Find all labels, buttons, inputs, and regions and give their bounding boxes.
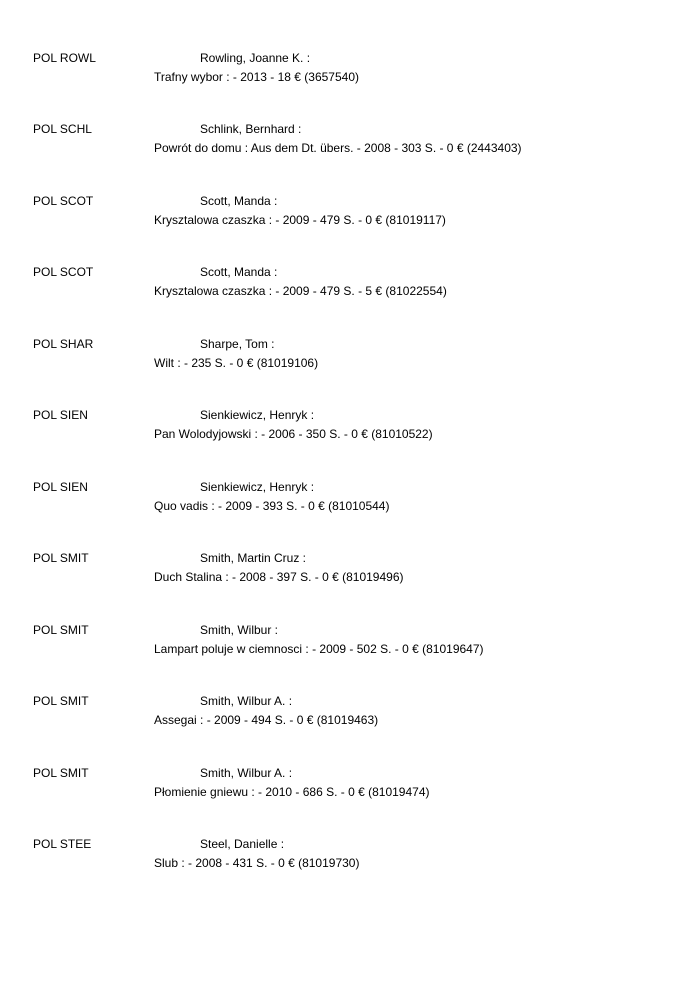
catalog-entry <box>0 480 700 520</box>
author-name: Steel, Danielle : <box>200 837 285 851</box>
author-name: Rowling, Joanne K. : <box>200 51 311 65</box>
author-name: Schlink, Bernhard : <box>200 122 302 136</box>
shelf-signature: POL SCOT <box>33 265 94 279</box>
shelf-signature: POL ROWL <box>33 51 96 65</box>
title-description: Assegai : - 2009 - 494 S. - 0 € (81019463) <box>154 713 379 727</box>
title-description: Trafny wybor : - 2013 - 18 € (3657540) <box>154 70 359 84</box>
shelf-signature: POL SMIT <box>33 694 89 708</box>
title-description: Powrót do domu : Aus dem Dt. übers. - 2008 - 303 S. - 0 € (2443403) <box>154 141 522 155</box>
catalog-entry <box>0 337 700 377</box>
catalog-entry <box>0 837 700 877</box>
author-name: Sienkiewicz, Henryk : <box>200 480 315 494</box>
catalog-entry <box>0 265 700 305</box>
shelf-signature: POL SCOT <box>33 194 94 208</box>
catalog-entry <box>0 623 700 663</box>
author-name: Smith, Wilbur : <box>200 623 279 637</box>
title-description: Krysztalowa czaszka : - 2009 - 479 S. - 5 € (81022554) <box>154 284 447 298</box>
title-description: Quo vadis : - 2009 - 393 S. - 0 € (81010544) <box>154 499 390 513</box>
catalog-entry <box>0 551 700 591</box>
catalog-entry <box>0 408 700 448</box>
shelf-signature: POL SIEN <box>33 480 88 494</box>
catalog-entry <box>0 51 700 91</box>
catalog-entry <box>0 694 700 734</box>
author-name: Smith, Wilbur A. : <box>200 766 293 780</box>
title-description: Pan Wolodyjowski : - 2006 - 350 S. - 0 € (81010522) <box>154 427 433 441</box>
title-description: Slub : - 2008 - 431 S. - 0 € (81019730) <box>154 856 360 870</box>
catalog-entry <box>0 122 700 162</box>
title-description: Duch Stalina : - 2008 - 397 S. - 0 € (81019496) <box>154 570 404 584</box>
author-name: Scott, Manda : <box>200 194 278 208</box>
author-name: Scott, Manda : <box>200 265 278 279</box>
shelf-signature: POL STEE <box>33 837 92 851</box>
shelf-signature: POL SIEN <box>33 408 88 422</box>
shelf-signature: POL SMIT <box>33 551 89 565</box>
shelf-signature: POL SMIT <box>33 623 89 637</box>
title-description: Płomienie gniewu : - 2010 - 686 S. - 0 € (81019474) <box>154 785 430 799</box>
catalog-entry <box>0 194 700 234</box>
shelf-signature: POL SHAR <box>33 337 94 351</box>
author-name: Smith, Wilbur A. : <box>200 694 293 708</box>
shelf-signature: POL SCHL <box>33 122 92 136</box>
catalog-entry <box>0 766 700 806</box>
title-description: Lampart poluje w ciemnosci : - 2009 - 502 S. - 0 € (81019647) <box>154 642 484 656</box>
title-description: Krysztalowa czaszka : - 2009 - 479 S. - 0 € (81019117) <box>154 213 446 227</box>
shelf-signature: POL SMIT <box>33 766 89 780</box>
title-description: Wilt : - 235 S. - 0 € (81019106) <box>154 356 319 370</box>
author-name: Sienkiewicz, Henryk : <box>200 408 315 422</box>
author-name: Smith, Martin Cruz : <box>200 551 307 565</box>
author-name: Sharpe, Tom : <box>200 337 275 351</box>
